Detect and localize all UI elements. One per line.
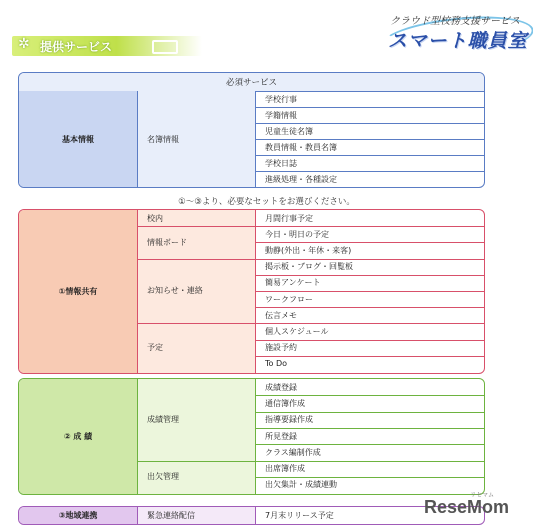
divider	[137, 91, 138, 187]
item-label: 所見登録	[265, 431, 297, 441]
item-label: 伝言メモ	[265, 310, 297, 320]
subcategory-label: 出欠管理	[147, 472, 179, 482]
panel-header: 必須サービス	[19, 73, 484, 92]
item-label: 掲示板・ブログ・回覧板	[265, 262, 353, 272]
item-label: 動静(外出・年休・来客)	[265, 245, 352, 255]
gear-icon: ✲	[18, 36, 30, 52]
item-label: 児童生徒名簿	[265, 126, 313, 136]
divider	[137, 507, 138, 524]
item-label: 学校行事	[265, 94, 297, 104]
brand-tagline: クラウド型校務支援サービス	[390, 16, 520, 27]
category-label: ①情報共有	[58, 287, 98, 296]
subcategory-label: 緊急連絡配信	[147, 511, 195, 520]
watermark-logo: ReseMom	[424, 497, 510, 517]
subcategory-label: 予定	[147, 343, 163, 353]
subcategory-label: 校内	[147, 213, 163, 223]
divider	[255, 507, 256, 524]
category-label: ③地域連携	[58, 511, 98, 520]
item-label: 7月末リリース予定	[265, 511, 334, 520]
item-label: クラス編制作成	[265, 447, 321, 457]
watermark-subtext: リセマム	[470, 492, 494, 499]
item-label: 通信簿作成	[265, 398, 305, 408]
info-sharing-panel	[18, 209, 485, 374]
section-header	[12, 36, 202, 56]
divider	[137, 210, 138, 373]
subcategory-label: 情報ボード	[147, 237, 187, 247]
group-divider	[137, 461, 484, 462]
item-label: 簡易アンケート	[265, 278, 321, 288]
item-label: 出欠集計・成績連動	[265, 480, 337, 490]
item-label: To Do	[265, 359, 288, 369]
item-label: 教員情報・教員名簿	[265, 142, 337, 152]
item-label: 進級処理・各種設定	[265, 174, 337, 184]
item-label: 今日・明日の予定	[265, 229, 329, 239]
row-divider	[255, 356, 484, 357]
brand-logo: スマート職員室	[388, 30, 528, 52]
category-label: ② 成 績	[63, 432, 93, 441]
item-label: 学籍情報	[265, 110, 297, 120]
subcategory-label: お知らせ・連絡	[147, 286, 203, 296]
selection-note: ①～③より、必要なセットをお選びください。	[178, 197, 355, 207]
section-title: 提供サービス	[40, 40, 113, 54]
item-label: 個人スケジュール	[265, 326, 329, 336]
item-label: 学校日誌	[265, 158, 297, 168]
divider	[137, 379, 138, 494]
item-label: 月間行事予定	[265, 213, 313, 223]
plug-icon	[152, 40, 178, 54]
item-label: 施設予約	[265, 343, 297, 353]
item-label: 成績登録	[265, 382, 297, 392]
community-panel	[18, 506, 485, 525]
category-label: 基本情報	[62, 134, 94, 144]
required-services-panel	[18, 72, 485, 188]
subcategory-label: 成績管理	[147, 415, 179, 425]
item-label: ワークフロー	[265, 294, 313, 304]
subcategory-label: 名簿情報	[147, 134, 179, 144]
item-label: 出席簿作成	[265, 464, 305, 474]
item-label: 指導要録作成	[265, 415, 313, 425]
grades-panel	[18, 378, 485, 495]
